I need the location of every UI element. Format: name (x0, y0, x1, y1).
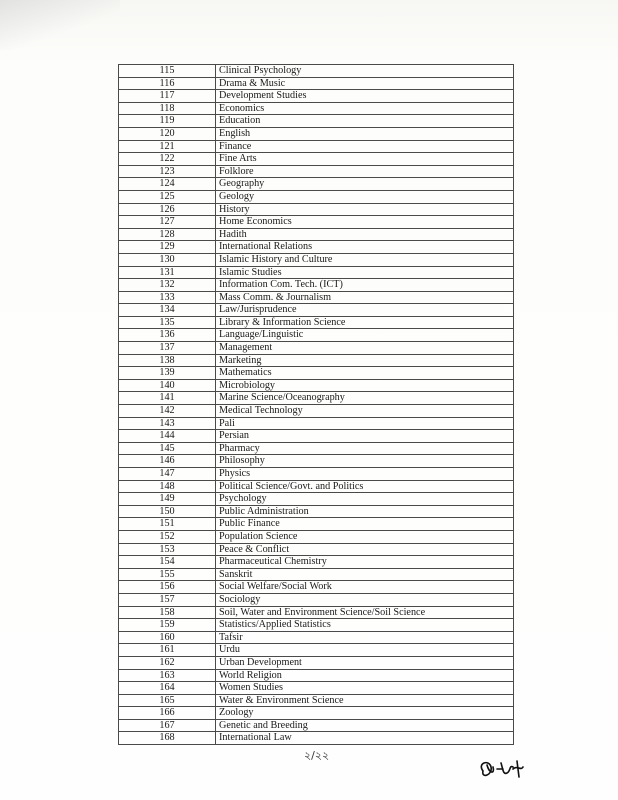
table-row (119, 530, 514, 543)
subject-code-cell: 145 (119, 442, 216, 455)
subject-code-cell: 131 (119, 266, 216, 279)
subject-code-cell: 158 (119, 606, 216, 619)
subject-code-cell: 159 (119, 619, 216, 632)
table-row (119, 631, 514, 644)
table-row (119, 253, 514, 266)
table-row (119, 732, 514, 745)
subject-name-cell: Urban Development (216, 656, 514, 669)
subject-code-cell: 139 (119, 367, 216, 380)
table-row (119, 556, 514, 569)
table-row (119, 493, 514, 506)
table-row (119, 367, 514, 380)
subject-name-cell: Philosophy (216, 455, 514, 468)
table-row (119, 694, 514, 707)
table-row (119, 203, 514, 216)
subject-code-cell: 126 (119, 203, 216, 216)
subject-code-cell: 134 (119, 304, 216, 317)
subject-code-cell: 137 (119, 342, 216, 355)
subject-code-cell: 141 (119, 392, 216, 405)
subject-code-cell: 144 (119, 430, 216, 443)
table-row (119, 65, 514, 78)
subject-code-cell: 146 (119, 455, 216, 468)
subject-code-table (118, 64, 514, 745)
table-row (119, 140, 514, 153)
table-row (119, 669, 514, 682)
subject-name-cell: Marketing (216, 354, 514, 367)
table-row (119, 165, 514, 178)
table-row (119, 342, 514, 355)
table-row (119, 178, 514, 191)
subject-name-cell: Population Science (216, 530, 514, 543)
subject-code-cell: 161 (119, 644, 216, 657)
subject-code-cell: 163 (119, 669, 216, 682)
table-row (119, 405, 514, 418)
table-row (119, 354, 514, 367)
subject-code-cell: 136 (119, 329, 216, 342)
subject-name-cell: Pharmacy (216, 442, 514, 455)
subject-code-cell: 123 (119, 165, 216, 178)
subject-code-cell: 124 (119, 178, 216, 191)
subject-code-cell: 152 (119, 530, 216, 543)
table-row (119, 581, 514, 594)
subject-name-cell: History (216, 203, 514, 216)
table-row (119, 153, 514, 166)
table-row (119, 568, 514, 581)
subject-name-cell: Public Administration (216, 505, 514, 518)
subject-name-cell: Information Com. Tech. (ICT) (216, 279, 514, 292)
subject-code-cell: 147 (119, 468, 216, 481)
subject-code-cell: 117 (119, 90, 216, 103)
subject-name-cell: Psychology (216, 493, 514, 506)
subject-code-cell: 135 (119, 316, 216, 329)
subject-code-cell: 138 (119, 354, 216, 367)
table-row (119, 505, 514, 518)
subject-name-cell: Sanskrit (216, 568, 514, 581)
subject-name-cell: Physics (216, 468, 514, 481)
table-row (119, 241, 514, 254)
table-row (119, 430, 514, 443)
subject-name-cell: Mathematics (216, 367, 514, 380)
table-row (119, 619, 514, 632)
subject-code-cell: 120 (119, 127, 216, 140)
table-row (119, 379, 514, 392)
table-row (119, 656, 514, 669)
subject-name-cell: Economics (216, 102, 514, 115)
subject-code-cell: 160 (119, 631, 216, 644)
subject-name-cell: Education (216, 115, 514, 128)
subject-code-cell: 153 (119, 543, 216, 556)
table-row (119, 468, 514, 481)
subject-name-cell: World Religion (216, 669, 514, 682)
subject-name-cell: Pharmaceutical Chemistry (216, 556, 514, 569)
table-row (119, 480, 514, 493)
subject-code-cell: 132 (119, 279, 216, 292)
subject-name-cell: Statistics/Applied Statistics (216, 619, 514, 632)
signature (473, 755, 543, 783)
subject-name-cell: Marine Science/Oceanography (216, 392, 514, 405)
table-row (119, 707, 514, 720)
subject-name-cell: Library & Information Science (216, 316, 514, 329)
subject-code-cell: 140 (119, 379, 216, 392)
subject-name-cell: Geography (216, 178, 514, 191)
table-row (119, 417, 514, 430)
subject-name-cell: Microbiology (216, 379, 514, 392)
subject-code-cell: 115 (119, 65, 216, 78)
subject-name-cell: Law/Jurisprudence (216, 304, 514, 317)
subject-name-cell: Zoology (216, 707, 514, 720)
subject-name-cell: Water & Environment Science (216, 694, 514, 707)
subject-name-cell: Finance (216, 140, 514, 153)
subject-code-cell: 156 (119, 581, 216, 594)
subject-code-cell: 151 (119, 518, 216, 531)
subject-name-cell: English (216, 127, 514, 140)
subject-code-cell: 148 (119, 480, 216, 493)
subject-code-cell: 164 (119, 682, 216, 695)
subject-name-cell: Political Science/Govt. and Politics (216, 480, 514, 493)
subject-name-cell: Home Economics (216, 216, 514, 229)
subject-name-cell: Management (216, 342, 514, 355)
table-row (119, 279, 514, 292)
table-row (119, 102, 514, 115)
subject-code-cell: 116 (119, 77, 216, 90)
subject-code-cell: 149 (119, 493, 216, 506)
subject-name-cell: Medical Technology (216, 405, 514, 418)
subject-name-cell: Hadith (216, 228, 514, 241)
subject-code-cell: 128 (119, 228, 216, 241)
subject-name-cell: Soil, Water and Environment Science/Soil Science (216, 606, 514, 619)
table-row (119, 455, 514, 468)
subject-code-cell: 166 (119, 707, 216, 720)
subject-name-cell: Social Welfare/Social Work (216, 581, 514, 594)
table-row (119, 127, 514, 140)
subject-name-cell: Clinical Psychology (216, 65, 514, 78)
subject-name-cell: Women Studies (216, 682, 514, 695)
table-row (119, 216, 514, 229)
subject-code-cell: 155 (119, 568, 216, 581)
table-row (119, 543, 514, 556)
subject-name-cell: Development Studies (216, 90, 514, 103)
subject-name-cell: Public Finance (216, 518, 514, 531)
subject-name-cell: Tafsir (216, 631, 514, 644)
table-row (119, 115, 514, 128)
table-row (119, 442, 514, 455)
table-row (119, 190, 514, 203)
subject-name-cell: Drama & Music (216, 77, 514, 90)
subject-name-cell: International Law (216, 732, 514, 745)
table-row (119, 392, 514, 405)
subject-code-cell: 162 (119, 656, 216, 669)
subject-name-cell: International Relations (216, 241, 514, 254)
table-row (119, 316, 514, 329)
table-row (119, 719, 514, 732)
subject-name-cell: Language/Linguistic (216, 329, 514, 342)
subject-name-cell: Peace & Conflict (216, 543, 514, 556)
subject-code-cell: 121 (119, 140, 216, 153)
page-number: ২/২২ (304, 749, 330, 762)
subject-code-cell: 165 (119, 694, 216, 707)
table-row (119, 682, 514, 695)
table-row (119, 304, 514, 317)
table-row (119, 77, 514, 90)
table-row (119, 593, 514, 606)
table-row (119, 266, 514, 279)
subject-name-cell: Fine Arts (216, 153, 514, 166)
subject-code-cell: 142 (119, 405, 216, 418)
subject-code-cell: 118 (119, 102, 216, 115)
table-row (119, 329, 514, 342)
scan-corner-shadow (0, 0, 120, 50)
table-row (119, 606, 514, 619)
table-row (119, 228, 514, 241)
subject-code-table-wrapper (118, 64, 514, 745)
subject-name-cell: Islamic History and Culture (216, 253, 514, 266)
subject-name-cell: Urdu (216, 644, 514, 657)
subject-name-cell: Pali (216, 417, 514, 430)
subject-code-cell: 150 (119, 505, 216, 518)
table-row (119, 291, 514, 304)
table-row (119, 644, 514, 657)
subject-code-cell: 119 (119, 115, 216, 128)
subject-code-cell: 127 (119, 216, 216, 229)
subject-code-cell: 133 (119, 291, 216, 304)
subject-name-cell: Mass Comm. & Journalism (216, 291, 514, 304)
subject-code-cell: 167 (119, 719, 216, 732)
subject-code-cell: 130 (119, 253, 216, 266)
subject-name-cell: Geology (216, 190, 514, 203)
subject-code-cell: 157 (119, 593, 216, 606)
subject-code-cell: 129 (119, 241, 216, 254)
table-row (119, 90, 514, 103)
subject-code-table-body (119, 65, 514, 745)
subject-name-cell: Islamic Studies (216, 266, 514, 279)
subject-name-cell: Genetic and Breeding (216, 719, 514, 732)
subject-code-cell: 168 (119, 732, 216, 745)
subject-code-cell: 122 (119, 153, 216, 166)
subject-code-cell: 125 (119, 190, 216, 203)
subject-name-cell: Persian (216, 430, 514, 443)
subject-name-cell: Sociology (216, 593, 514, 606)
table-row (119, 518, 514, 531)
subject-name-cell: Folklore (216, 165, 514, 178)
subject-code-cell: 143 (119, 417, 216, 430)
subject-code-cell: 154 (119, 556, 216, 569)
